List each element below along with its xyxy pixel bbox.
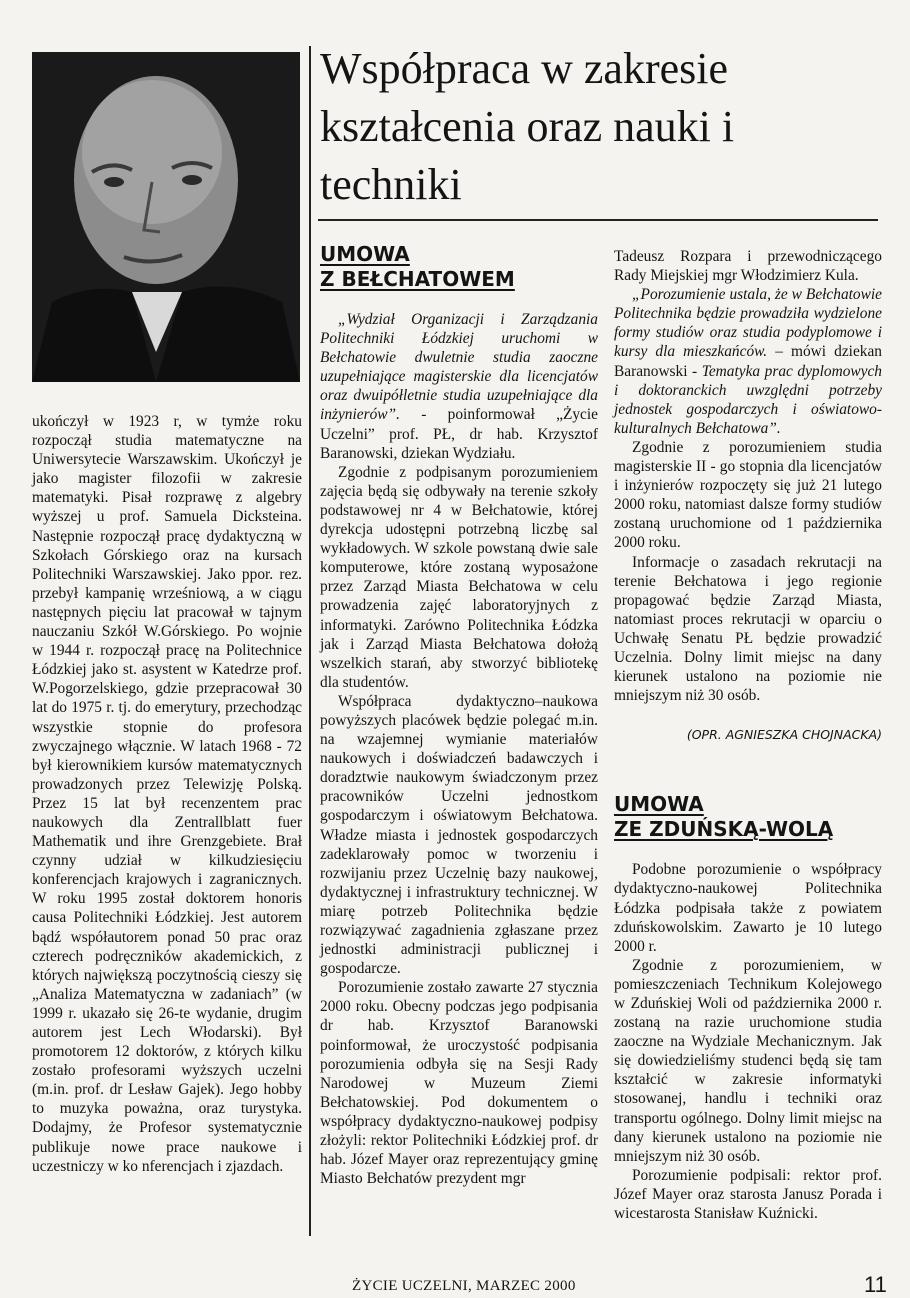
body-paragraph: Informacje o zasadach rekrutacji na terenie Bełchatowa i jego regionie propagować będzie Zarząd Miasta, natomiast proces rekrutacji w oparciu o Uchwałę Senatu PŁ będzie prowadzić Uczelnia. Dolny limit miejsc na dany kierunek ustalono na poziomie nie mniejszym niż 30 osób.	[614, 553, 882, 705]
quote-text: Tematyka prac dyplomowych i doktoranckich uwzględni potrzeby jednostek gospodarczych i oświatowo-kulturalnych Bełchatowa”.	[614, 362, 883, 437]
body-paragraph: Współpraca dydaktyczno–naukowa powyższych placówek będzie polegać m.in. na wzajemnej wymianie materiałów naukowych i doświadczeń badawczych i doradztwie naukowym świadczonym przez pracowników Uczelni jednostkom gospodarczym i oświatowym Bełchatowa. Władze miasta i jednostek gospodarczych zadeklarowały pomoc w tworzeniu i rozwijaniu przez Uczelnię bazy naukowej, dydaktycznej i infrastruktury technicznej. W miarę potrzeb Politechnika będzie rozwiązywać zagadnienia zgłaszane przez jednostki administracji publicznej i gospodarcze.	[320, 692, 598, 978]
quote-attribution: - poinformował „Życie Uczelni” prof. PŁ, dr hab. Krzysztof Baranowski, dziekan Wydziału.	[320, 406, 598, 462]
body-paragraph: Zgodnie z podpisanym porozumieniem zajęcia będą się odbywały na terenie szkoły podstawowej nr 4 w Bełchatowie, której dyrekcja udostępni potrzebną liczbę sal wykładowych. W szkole powstaną dwie sale komputerowe, które zostaną wyposażone przez Zarząd Miasta Bełchatowa w celu prowadzenia zajęć laboratoryjnych z informatyki. Zarówno Politechnika Łódzka jak i Zarząd Miasta Bełchatowa dołożą wszelkich starań, aby stworzyć bibliotekę dla studentów.	[320, 463, 598, 691]
section-heading-belchatow	[320, 242, 598, 292]
publication-footer: ŻYCIE UCZELNI, MARZEC 2000	[352, 1278, 576, 1294]
portrait-illustration	[32, 52, 300, 382]
article-title: Współpraca w zakresie kształcenia oraz nauki i techniki	[320, 44, 735, 209]
body-paragraph: Zgodnie z porozumieniem, w pomieszczeniach Technikum Kolejowego w Zduńskiej Woli od października 2000 r. zostaną na razie uruchomione studia zaoczne na Wydziale Mechanicznym. Jak się dowiedzieliśmy studenci będą się tam kształcić w zakresie informatyki stosowanej, handlu i techniki oraz transportu ogólnego. Dolny limit miejsc na dany kierunek ustalono na poziomie nie mniejszym niż 30 osób.	[614, 956, 882, 1165]
title-rule	[318, 219, 878, 221]
body-paragraph: Porozumienie zostało zawarte 27 stycznia 2000 roku. Obecny podczas jego podpisania dr hab. Krzysztof Baranowski poinformował, że uroczystość podpisania porozumienia odbyła się na Sesji Rady Narodowej w Muzeum Ziemi Bełchatowskiej. Pod dokumentem o współpracy dydaktyczno-naukowej podpisy złożyli: rektor Politechniki Łódzkiej prof. dr hab. Józef Mayer oraz reprezentujący gminę Miasto Bełchatów prezydent mgr	[320, 979, 598, 1188]
body-paragraph: Podobne porozumienie o współpracy dydaktyczno-naukowej Politechnika Łódzka podpisała także z powiatem zduńskowolskim. Zawarto je 10 lutego 2000 r.	[614, 861, 882, 955]
portrait-photo	[32, 52, 300, 382]
quote-attribution: – mówi dziekan Baranowski -	[614, 343, 882, 380]
biography-column	[32, 412, 302, 1176]
section-heading-zdunska-wola	[614, 792, 882, 842]
article-column-middle	[320, 242, 598, 1188]
section-heading-line1: UMOWA	[320, 242, 410, 266]
quote-text: „Wydział Organizacji i Zarządzania Politechniki Łódzkiej uruchomi w Bełchatowie dwuletnie studia zaoczne uzupełniające magisterskie dla licencjatów oraz dwuipółletnie studia uzupełniające dla inżynierów”.	[320, 311, 598, 424]
quote-paragraph	[320, 310, 598, 463]
quote-text: „Porozumienie ustala, że w Bełchatowie Politechnika będzie prowadziła wydzielone formy studiów oraz studia podyplomowe i kursy dla mieszkańców.	[614, 286, 882, 361]
article-column-right	[614, 247, 882, 1223]
body-paragraph: Zgodnie z porozumieniem studia magisterskie II - go stopnia dla licencjatów i inżynierów rozpoczęty się już 21 lutego 2000 roku, natomiast dalsze formy studiów zostaną uruchomione od 1 października 2000 roku.	[614, 438, 882, 552]
biography-paragraph: ukończył w 1923 r, w tymże roku rozpoczął studia matematyczne na Uniwersytecie Warszawskim. Ukończył je jako magister filozofii w zakresie matematyki. Pisał rozprawę z algebry wyższej u prof. Samuela Dicksteina. Następnie rozpoczął pracę dydaktyczną w Szkołach Górskiego oraz na kursach Politechniki Warszawskiej. Jako ppor. rez. przebył kampanię wrześniową, a w ciągu następnych pięciu lat pracował w tajnym nauczaniu Szkół W.Górskiego. Po wojnie w 1944 r. rozpoczął pracę na Politechnice Łódzkiej jako st. asystent w Katedrze prof. W.Pogorzelskiego, gdzie przepracował 30 lat do 1975 r. tj. do emerytury, przechodząc wszystkie stopnie do profesora zwyczajnego włącznie. W latach 1968 - 72 był kierownikiem kursów matematycznych prowadzonych przez Telewizję Polską. Przez 15 lat był recenzentem prac naukowych dla Zentrallblatt fuer Mathematik und ihre Grenzgebiete. Brał czynny udział w kilkudziesięciu konferencjach krajowych i zagranicznych. W roku 1995 został doktorem honoris causa Politechniki Łódzkiej. Jest autorem bądź współautorem ponad 50 prac oraz czterech podręczników akademickich, z których największą poczytnością cieszy się „Analiza Matematyczna w zadaniach” (w 1999 r. ukazało się 26-te wydanie, drugim autorem jest Lech Włodarski). Był promotorem 12 doktorów, z których kilku zostało profesorami wyższych uczelni (m.in. prof. dr Lesław Gajek). Jego hobby to muzyka poważna, oraz turystyka. Dodajmy, że Profesor systematycznie publikuje nowe prace naukowe i uczestniczy w ko nferencjach i zjazdach.	[32, 413, 302, 1175]
section-heading-line2: Z BEŁCHATOWEM	[320, 267, 515, 291]
section-heading-line1: UMOWA	[614, 792, 704, 817]
body-paragraph: Tadeusz Rozpara i przewodniczącego Rady Miejskiej mgr Włodzimierz Kula.	[614, 248, 882, 285]
body-paragraph: Porozumienie podpisali: rektor prof. Józef Mayer oraz starosta Janusz Porada i wicestarosta Stanisław Kuźnicki.	[614, 1166, 882, 1223]
section-heading-line2: ZE ZDUŃSKĄ-WOLĄ	[614, 817, 834, 842]
page-number: 11	[864, 1272, 887, 1297]
author-byline: (OPR. AGNIESZKA CHOJNACKA)	[686, 727, 882, 743]
quote-paragraph	[614, 285, 882, 438]
column-divider	[309, 46, 311, 1236]
